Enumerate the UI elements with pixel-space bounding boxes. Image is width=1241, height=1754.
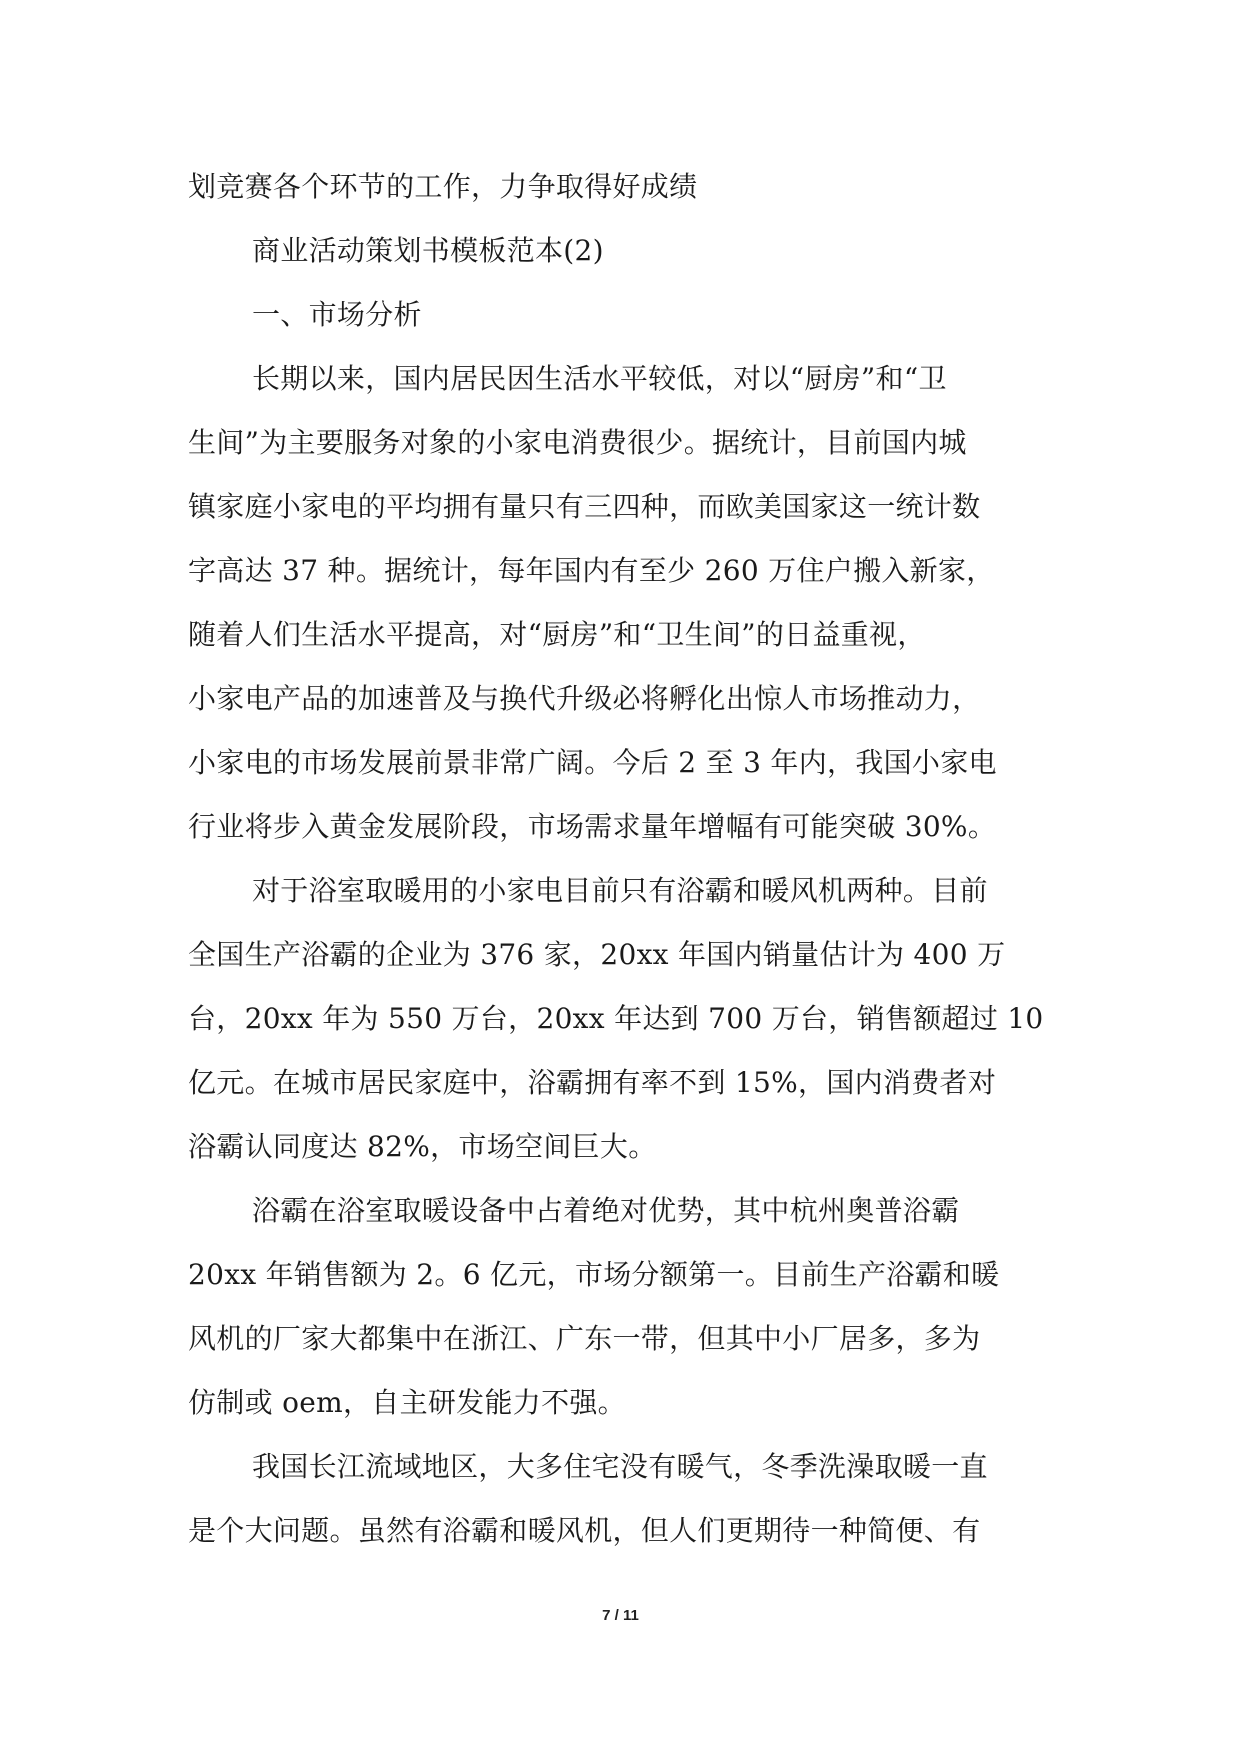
text-line: 是个大问题。虽然有浴霸和暖风机，但人们更期待一种简便、有 (188, 1514, 981, 1547)
text-line: 浴霸在浴室取暖设备中占着绝对优势，其中杭州奥普浴霸 (252, 1194, 960, 1227)
text-line: 镇家庭小家电的平均拥有量只有三四种，而欧美国家这一统计数 (188, 490, 981, 523)
text-line: 浴霸认同度达 82%，市场空间巨大。 (188, 1130, 657, 1163)
text-line: 长期以来，国内居民因生活水平较低，对以“厨房”和“卫 (252, 362, 947, 395)
text-line: 随着人们生活水平提高，对“厨房”和“卫生间”的日益重视， (188, 618, 926, 651)
text-line: 台，20xx 年为 550 万台，20xx 年达到 700 万台，销售额超过 10 (188, 1002, 1044, 1035)
page-number: 7 / 11 (602, 1607, 639, 1624)
text-line: 全国生产浴霸的企业为 376 家，20xx 年国内销量估计为 400 万 (188, 938, 1006, 971)
text-line: 风机的厂家大都集中在浙江、广东一带，但其中小厂居多，多为 (188, 1322, 981, 1355)
text-line: 划竞赛各个环节的工作，力争取得好成绩 (188, 170, 698, 203)
text-line: 小家电的市场发展前景非常广阔。今后 2 至 3 年内，我国小家电 (188, 746, 997, 779)
text-line: 生间”为主要服务对象的小家电消费很少。据统计，目前国内城 (188, 426, 967, 459)
document-body (188, 155, 1058, 1563)
text-line: 亿元。在城市居民家庭中，浴霸拥有率不到 15%，国内消费者对 (188, 1066, 997, 1099)
text-line: 20xx 年销售额为 2。6 亿元，市场分额第一。目前生产浴霸和暖 (188, 1258, 1000, 1291)
text-line: 小家电产品的加速普及与换代升级必将孵化出惊人市场推动力， (188, 682, 981, 715)
text-line: 字高达 37 种。据统计，每年国内有至少 260 万住户搬入新家， (188, 554, 995, 587)
text-line: 行业将步入黄金发展阶段，市场需求量年增幅有可能突破 30%。 (188, 810, 997, 843)
text-line: 仿制或 oem，自主研发能力不强。 (188, 1386, 626, 1419)
text-line: 对于浴室取暖用的小家电目前只有浴霸和暖风机两种。目前 (252, 874, 988, 907)
text-line: 商业活动策划书模板范本(2) (252, 234, 604, 267)
text-line: 一、市场分析 (252, 298, 422, 331)
text-line: 我国长江流域地区，大多住宅没有暖气，冬季洗澡取暖一直 (252, 1450, 988, 1483)
